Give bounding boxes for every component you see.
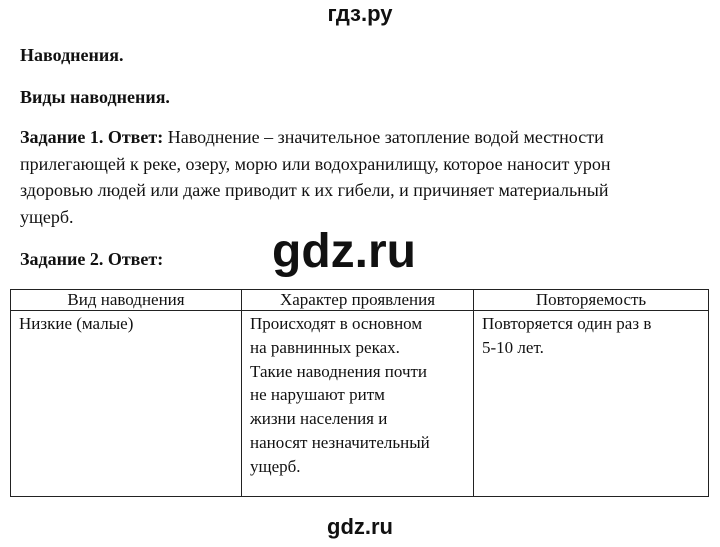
- site-header-title: гдз.ру: [327, 1, 393, 26]
- cell-character-line: не нарушают ритм: [250, 385, 385, 405]
- table-header-row: [11, 290, 709, 311]
- task-1-text-line-2: прилегающей к реке, озеру, морю или водохранилищу, которое наносит урон: [20, 153, 611, 174]
- column-header-frequency: Повторяемость: [474, 290, 709, 311]
- cell-frequency-line: Повторяется один раз в: [482, 314, 652, 333]
- column-header-type: Вид наводнения: [11, 290, 242, 311]
- task-1-answer: [20, 124, 690, 230]
- cell-character: [242, 311, 474, 497]
- cell-character-line: ущерб.: [250, 456, 301, 476]
- topic-heading: Наводнения.: [20, 45, 124, 65]
- task-2-label: Задание 2. Ответ:: [20, 249, 164, 269]
- cell-character-line: наносят незначительный: [250, 432, 430, 452]
- task-1-text-line-3: здоровью людей или даже приводит к их гибели, и причиняет материальный: [20, 180, 609, 200]
- cell-frequency: [474, 311, 709, 497]
- table-row: [11, 311, 709, 497]
- task-1-text-line-4: ущерб.: [20, 206, 74, 227]
- watermark-text: gdz.ru: [272, 225, 416, 278]
- task-1-label: Задание 1. Ответ:: [20, 127, 164, 147]
- cell-frequency-line: 5-10 лет.: [482, 337, 544, 357]
- cell-type-line: Низкие (малые): [19, 314, 134, 333]
- subtopic-heading: Виды наводнения.: [20, 87, 170, 107]
- cell-character-line: Происходят в основном: [250, 314, 423, 333]
- site-footer-title: gdz.ru: [327, 514, 393, 539]
- cell-type: [11, 311, 242, 497]
- cell-character-line: Такие наводнения почти: [250, 361, 428, 381]
- cell-character-line: жизни населения и: [250, 409, 388, 429]
- cell-character-line: на равнинных реках.: [250, 337, 400, 357]
- task-1-text-line-1: Наводнение – значительное затопление водой местности: [163, 127, 604, 147]
- column-header-character: Характер проявления: [242, 290, 474, 311]
- flood-types-table: [10, 289, 709, 497]
